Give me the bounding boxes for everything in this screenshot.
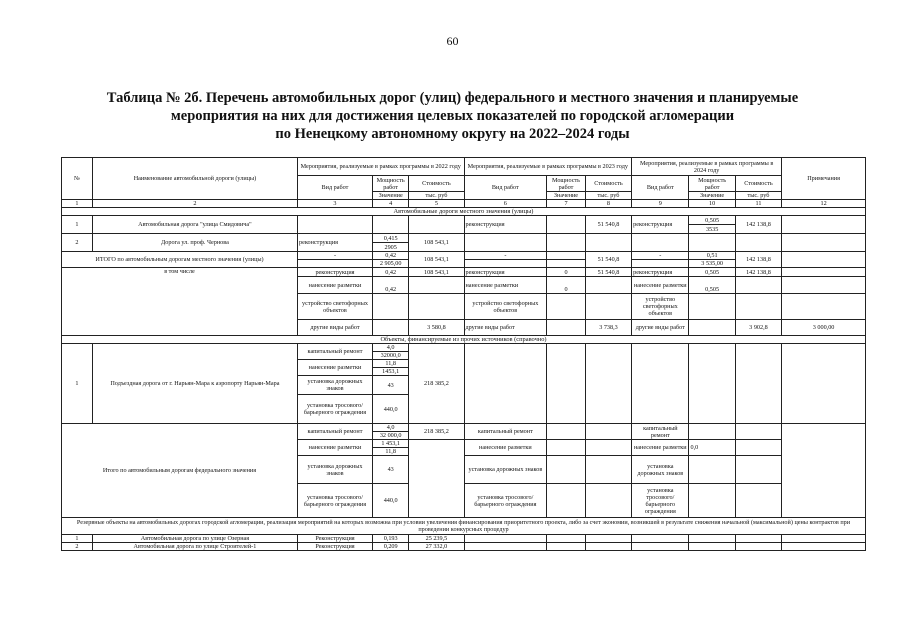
capacity-2023: 0 (547, 277, 586, 294)
header-cost-2022: Стоимость (409, 176, 464, 192)
row-number: 2 (62, 234, 93, 252)
title-line-3: по Ненецкому автономному округу на 2022–2024 годы (275, 126, 630, 142)
capacity-2022: 0,193 (372, 535, 408, 543)
col-number: 6 (464, 200, 547, 208)
header-unit-2022: тыс. руб (409, 192, 464, 200)
including-label: в том числе (62, 268, 298, 336)
row-number: 1 (62, 216, 93, 234)
value-2022: 32000,0 (372, 352, 408, 360)
header-notes: Примечания (782, 158, 866, 200)
work-type-2023: устройство светофорных объектов (464, 294, 547, 320)
work-type-2024: реконструкция (632, 216, 689, 234)
work-type-2024: реконструкция (632, 268, 689, 277)
work-type-2023: - (464, 252, 547, 260)
roads-table (61, 157, 866, 551)
header-no: № (62, 158, 93, 200)
title-line-1: Таблица № 2б. Перечень автомобильных дорог (улиц) федерального и местного значения и планируемые (106, 90, 799, 106)
work-type-2024: устройство светофорных объектов (632, 294, 689, 320)
total-row-local (62, 252, 866, 260)
work-type-2023: установка тросового/барьерного ограждения (464, 484, 547, 518)
work-type-2023: другие виды работ (464, 320, 547, 336)
value-2022: 32 000,0 (372, 432, 408, 440)
value-2024: 3535 (689, 225, 735, 234)
work-type-2024: установка тросового/барьерного ограждения (632, 484, 689, 518)
col-number: 12 (782, 200, 866, 208)
cost-2024: 142 138,8 (735, 216, 781, 234)
work-type-2024: установка дорожных знаков (632, 456, 689, 484)
header-capacity-2024: Мощность работ (689, 176, 735, 192)
road-name: Подъездная дорога от г. Нарьян-Мара к аэропорту Нарьян-Мара (92, 344, 297, 424)
work-type-2022: реконструкция (297, 268, 372, 277)
cost-2023: 51 540,8 (585, 268, 631, 277)
table-row (62, 234, 866, 243)
table-row (62, 268, 866, 277)
section-row-other (62, 336, 866, 344)
value-2022: 2905 (372, 243, 408, 252)
capacity-2022: 440,0 (372, 484, 408, 518)
work-type-2022: устройство светофорных объектов (297, 294, 372, 320)
capacity-2024: 0,51 (689, 252, 735, 260)
row-number: 2 (62, 543, 93, 551)
header-value-2023: Значение (547, 192, 586, 200)
header-cost-2023: Стоимость (585, 176, 631, 192)
table-row (62, 344, 866, 352)
work-type-2023: капитальный ремонт (464, 424, 547, 440)
capacity-2022: 4,0 (372, 424, 408, 432)
capacity-2022: 43 (372, 456, 408, 484)
header-work-type-2024: Вид работ (632, 176, 689, 200)
table-row (62, 535, 866, 543)
work-type-2022: другие виды работ (297, 320, 372, 336)
work-type-2022: нанесение разметки (297, 360, 372, 376)
col-number: 5 (409, 200, 464, 208)
work-type-2022: нанесение разметки (297, 440, 372, 456)
header-group-2024: Мероприятия, реализуемые в рамках программы в 2024 году (632, 158, 782, 176)
cost-2024: 142 138,8 (735, 252, 781, 268)
capacity-2022: 1 453,1 (372, 440, 408, 448)
capacity-2022: 0,42 (372, 252, 408, 260)
work-type-2023: нанесение разметки (464, 440, 547, 456)
col-number: 2 (92, 200, 297, 208)
work-type-2024: - (632, 252, 689, 260)
total-federal-label: Итого по автомобильным дорогам федерального значения (62, 424, 298, 518)
road-name: Автомобильная дорога по улице Озерная (92, 535, 297, 543)
header-capacity-2023: Мощность работ (547, 176, 586, 192)
cost-2022: 108 543,1 (409, 252, 464, 268)
work-type-2023: установка дорожных знаков (464, 456, 547, 484)
work-type-2022: Реконструкция (297, 543, 372, 551)
header-value-2022: Значение (372, 192, 408, 200)
work-type-2022: капитальный ремонт (297, 424, 372, 440)
header-road-name: Наименование автомобильной дороги (улицы) (92, 158, 297, 200)
header-capacity-2022: Мощность работ (372, 176, 408, 192)
cost-2024: 142 138,8 (735, 268, 781, 277)
header-group-2022: Мероприятия, реализуемые в рамках программы в 2022 году (297, 158, 464, 176)
note: 3 000,00 (782, 320, 866, 336)
cost-2022: 218 385,2 (409, 424, 464, 440)
work-type-2022: - (297, 252, 372, 260)
capacity-2024: 0,0 (689, 440, 735, 456)
total-row-federal (62, 424, 866, 432)
work-type-2024: нанесение разметки (632, 440, 689, 456)
work-type-2024: нанесение разметки (632, 277, 689, 294)
road-name: Дорога ул. проф. Чернова (92, 234, 297, 252)
capacity-2022: 43 (372, 376, 408, 395)
header-cost-2024: Стоимость (735, 176, 781, 192)
work-type-2022: Реконструкция (297, 535, 372, 543)
capacity-2022: 4,0 (372, 344, 408, 352)
capacity-2023: 0 (547, 268, 586, 277)
section-row-local (62, 208, 866, 216)
capacity-2024: 0,505 (689, 277, 735, 294)
capacity-2022: 0,42 (372, 277, 408, 294)
col-number: 11 (735, 200, 781, 208)
work-type-2022: реконструкция (297, 234, 372, 252)
capacity-2024: 0,505 (689, 216, 735, 225)
header-work-type-2022: Вид работ (297, 176, 372, 200)
reserve-section-row (62, 518, 866, 535)
work-type-2024: другие виды работ (632, 320, 689, 336)
value-2024: 3 535,00 (689, 260, 735, 268)
col-number: 9 (632, 200, 689, 208)
capacity-2022: 0,415 (372, 234, 408, 243)
header-row-1 (62, 158, 866, 176)
capacity-2022: 0,42 (372, 268, 408, 277)
col-number: 10 (689, 200, 735, 208)
value-2022: 11,8 (372, 448, 408, 456)
col-number: 4 (372, 200, 408, 208)
road-name: Автомобильная дорога по улице Строителей-1 (92, 543, 297, 551)
work-type-2022: установка дорожных знаков (297, 376, 372, 395)
work-type-2023: нанесение разметки (464, 277, 547, 294)
work-type-2022: капитальный ремонт (297, 344, 372, 360)
header-work-type-2023: Вид работ (464, 176, 547, 200)
work-type-2022: нанесение разметки (297, 277, 372, 294)
header-value-2024: Значение (689, 192, 735, 200)
capacity-2024: 0,505 (689, 268, 735, 277)
cost-2023: 3 738,3 (585, 320, 631, 336)
col-number: 7 (547, 200, 586, 208)
page-number: 60 (446, 34, 459, 48)
table-row (62, 543, 866, 551)
cost-2024: 3 902,8 (735, 320, 781, 336)
table-title (40, 89, 865, 143)
total-local-label: ИТОГО по автомобильным дорогам местного значения (улицы) (62, 252, 298, 268)
header-unit-2023: тыс. руб (585, 192, 631, 200)
work-type-2022: установка тросового/барьерного ограждения (297, 484, 372, 518)
table-row (62, 216, 866, 225)
cost-2022: 3 580,8 (409, 320, 464, 336)
capacity-2022: 440,0 (372, 395, 408, 424)
cost-2022: 108 543,1 (409, 234, 464, 252)
row-number: 1 (62, 535, 93, 543)
cost-2022: 108 543,1 (409, 268, 464, 277)
cost-2022: 27 332,0 (409, 543, 464, 551)
capacity-2022: 11,8 (372, 360, 408, 368)
capacity-2022: 0,209 (372, 543, 408, 551)
col-number: 3 (297, 200, 372, 208)
work-type-2024: капитальный ремонт (632, 424, 689, 440)
cost-2022: 218 385,2 (409, 344, 464, 424)
value-2022: 2 905,00 (372, 260, 408, 268)
row-number: 1 (62, 344, 93, 424)
title-line-2: мероприятия на них для достижения целевых показателей по городской агломерации (170, 108, 735, 124)
col-number: 8 (585, 200, 631, 208)
cost-2023: 51 540,8 (585, 252, 631, 268)
work-type-2023: реконструкция (464, 268, 547, 277)
road-name: Автомобильная дорога "улица Смидовича" (92, 216, 297, 234)
roads-table-container (61, 157, 866, 551)
column-numbers-row (62, 200, 866, 208)
work-type-2022: установка дорожных знаков (297, 456, 372, 484)
reserve-section-text: Резервные объекты на автомобильных дорогах городской агломерации, реализация мероприятий на которых возможна при условии увеличения финансирования приоритетного проекта, либо за счет экономии, возникшей в результате снижения начальной (максимальной) цены контрактов при проведении конкурсных процедур (62, 518, 866, 535)
section-other-sources: Объекты, финансируемые из прочих источников (справочно) (62, 336, 866, 344)
work-type-2022: установка тросового/барьерного ограждения (297, 395, 372, 424)
col-number: 1 (62, 200, 93, 208)
work-type-2023: реконструкция (464, 216, 547, 234)
header-group-2023: Мероприятия, реализуемые в рамках программы в 2023 году (464, 158, 632, 176)
cost-2023: 51 540,8 (585, 216, 631, 234)
cost-2022: 25 239,5 (409, 535, 464, 543)
header-unit-2024: тыс. руб (735, 192, 781, 200)
section-local-roads: Автомобильные дороги местного значения (улицы) (62, 208, 866, 216)
value-2022: 1453,1 (372, 368, 408, 376)
